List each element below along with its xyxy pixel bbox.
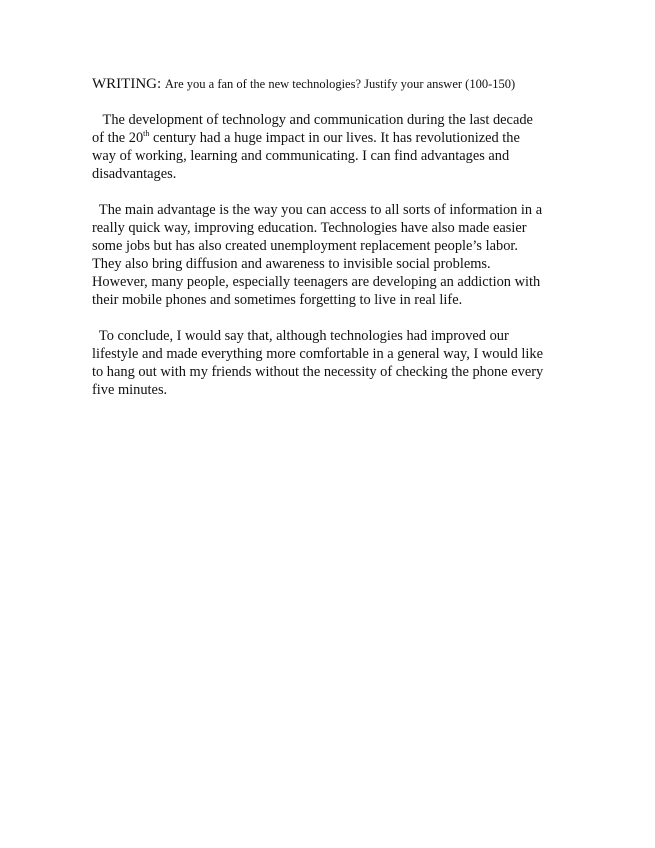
paragraph-conclusion bbox=[92, 327, 567, 399]
writing-prompt: Are you a fan of the new technologies? Justify your answer (100-150) bbox=[164, 77, 516, 91]
text-line: disadvantages. bbox=[92, 166, 177, 182]
text-segment: of the 20 bbox=[92, 130, 144, 146]
text-line: way of working, learning and communicating. I can find advantages and bbox=[92, 148, 510, 164]
writing-task-heading bbox=[92, 74, 572, 94]
ordinal-superscript: th bbox=[143, 129, 150, 138]
text-line: However, many people, especially teenagers are developing an addiction with bbox=[92, 274, 541, 290]
text-line: to hang out with my friends without the necessity of checking the phone every bbox=[92, 364, 544, 380]
essay-body bbox=[92, 111, 567, 417]
text-line: They also bring diffusion and awareness to invisible social problems. bbox=[92, 256, 491, 272]
text-line: five minutes. bbox=[92, 382, 168, 398]
text-line: To conclude, I would say that, although technologies had improved our bbox=[92, 328, 509, 344]
text-line bbox=[92, 129, 567, 147]
text-segment: century had a huge impact in our lives. It has revolutionized the bbox=[149, 130, 520, 146]
text-line: their mobile phones and sometimes forgetting to live in real life. bbox=[92, 292, 463, 308]
paragraph-main-advantage bbox=[92, 201, 567, 309]
text-line: The development of technology and communication during the last decade bbox=[92, 112, 533, 128]
text-line: really quick way, improving education. Technologies have also made easier bbox=[92, 220, 527, 236]
text-line: some jobs but has also created unemployment replacement people’s labor. bbox=[92, 238, 518, 254]
text-line: The main advantage is the way you can access to all sorts of information in a bbox=[92, 202, 543, 218]
text-line: lifestyle and made everything more comfortable in a general way, I would like bbox=[92, 346, 544, 362]
writing-label: WRITING: bbox=[92, 76, 162, 92]
paragraph-introduction bbox=[92, 111, 567, 183]
